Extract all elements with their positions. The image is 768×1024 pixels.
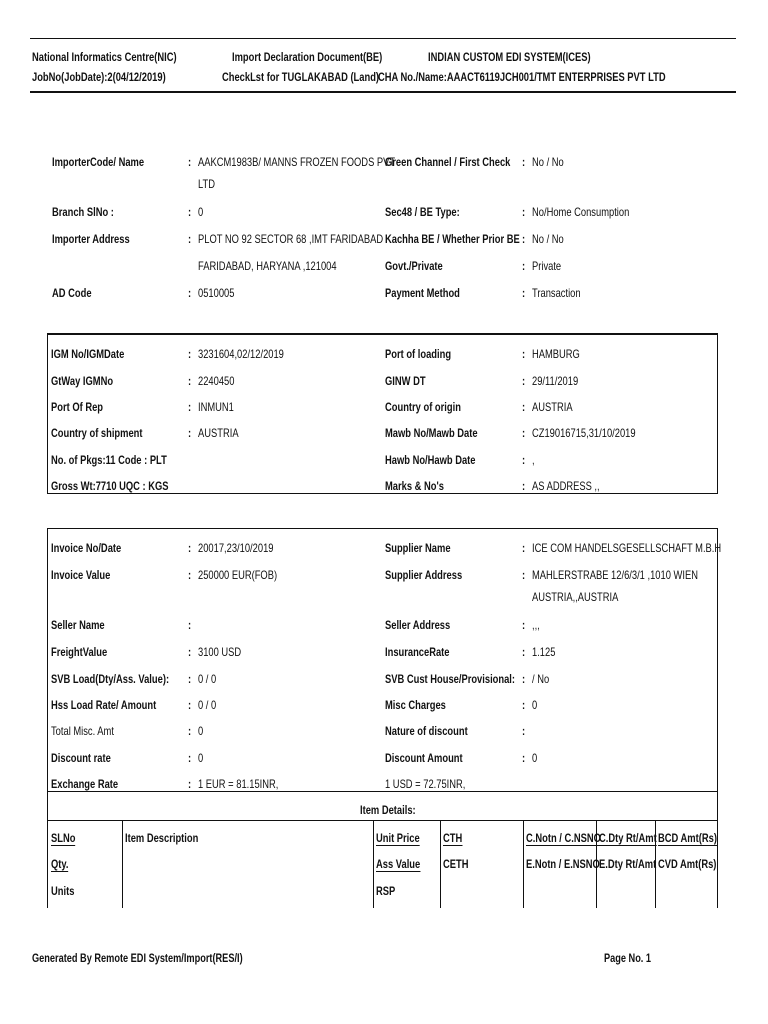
col-cth: CTH <box>443 831 463 845</box>
igm-box <box>47 333 718 494</box>
mawb-value: CZ19016715,31/10/2019 <box>532 426 636 440</box>
colon: : <box>188 568 192 582</box>
header-bottom-rule <box>30 91 736 93</box>
svb-load-label: SVB Load(Dty/Ass. Value): <box>51 672 170 686</box>
colon: : <box>522 568 526 582</box>
colon: : <box>522 347 526 361</box>
green-channel-label: Green Channel / First Check <box>385 155 511 169</box>
govt-value: Private <box>532 259 562 273</box>
discount-amount-label: Discount Amount <box>385 751 463 765</box>
supplier-address-label: Supplier Address <box>385 568 463 582</box>
col-unit-price: Unit Price <box>376 831 420 845</box>
misc-charges-label: Misc Charges <box>385 698 446 712</box>
discount-rate-label: Discount rate <box>51 751 111 765</box>
hss-value: 0 / 0 <box>198 698 217 712</box>
footer-page-number: Page No. 1 <box>604 953 652 965</box>
colon: : <box>188 751 192 765</box>
items-header-rule <box>47 820 718 821</box>
payment-value: Transaction <box>532 286 581 300</box>
exchange-rate-value: 1 EUR = 81.15INR, <box>198 777 279 791</box>
colon: : <box>188 645 192 659</box>
colon: : <box>188 777 192 791</box>
port-rep-value: INMUN1 <box>198 400 234 414</box>
header-ices: INDIAN CUSTOM EDI SYSTEM(ICES) <box>428 50 591 64</box>
header-doc-title: Import Declaration Document(BE) <box>232 50 383 64</box>
col-ceth: CETH <box>443 857 469 871</box>
pkgs-label: No. of Pkgs:11 Code : PLT <box>51 453 167 467</box>
kachha-label: Kachha BE / Whether Prior BE <box>385 232 520 246</box>
kachha-value: No / No <box>532 232 564 246</box>
invoice-box <box>47 528 718 908</box>
colon: : <box>522 724 526 738</box>
col-divider <box>373 820 374 908</box>
ad-code-value: 0510005 <box>198 286 235 300</box>
colon: : <box>188 541 192 555</box>
port-rep-label: Port Of Rep <box>51 400 104 414</box>
gross-label: Gross Wt:7710 UQC : KGS <box>51 479 169 493</box>
invoice-value: 250000 EUR(FOB) <box>198 568 278 582</box>
branch-value: 0 <box>198 205 204 219</box>
invoice-no-value: 20017,23/10/2019 <box>198 541 274 555</box>
importer-code-label: ImporterCode/ Name <box>52 155 145 169</box>
sec48-value: No/Home Consumption <box>532 205 630 219</box>
gtway-value: 2240450 <box>198 374 235 388</box>
colon: : <box>188 286 192 300</box>
header-cha: CHA No./Name:AAACT6119JCH001/TMT ENTERPRISES PVT LTD <box>378 70 666 84</box>
invoice-value-label: Invoice Value <box>51 568 111 582</box>
freight-value: 3100 USD <box>198 645 242 659</box>
mawb-label: Mawb No/Mawb Date <box>385 426 478 440</box>
marks-label: Marks & No's <box>385 479 444 493</box>
importer-address-value-2: FARIDABAD, HARYANA ,121004 <box>198 259 337 273</box>
footer-generated: Generated By Remote EDI System/Import(RES/I) <box>32 953 243 965</box>
colon: : <box>188 672 192 686</box>
colon: : <box>522 232 526 246</box>
header-top-rule <box>30 38 736 39</box>
colon: : <box>522 672 526 686</box>
col-rsp: RSP <box>376 884 396 898</box>
ginw-value: 29/11/2019 <box>532 374 579 388</box>
col-item-description: Item Description <box>125 831 199 845</box>
items-top-rule <box>47 791 718 792</box>
gtway-label: GtWay IGMNo <box>51 374 114 388</box>
colon: : <box>522 286 526 300</box>
supplier-name-value: ICE COM HANDELSGESELLSCHAFT M.B.H <box>532 541 722 555</box>
importer-address-label: Importer Address <box>52 232 130 246</box>
misc-charges-value: 0 <box>532 698 538 712</box>
hawb-value: , <box>532 453 535 467</box>
seller-name-label: Seller Name <box>51 618 105 632</box>
country-shipment-value: AUSTRIA <box>198 426 239 440</box>
col-divider <box>122 820 123 908</box>
col-divider <box>440 820 441 908</box>
invoice-no-label: Invoice No/Date <box>51 541 122 555</box>
colon: : <box>522 645 526 659</box>
hss-label: Hss Load Rate/ Amount <box>51 698 157 712</box>
insurance-label: InsuranceRate <box>385 645 450 659</box>
usd-rate-value: 1 USD = 72.75INR, <box>385 777 466 791</box>
total-misc-label: Total Misc. Amt <box>51 724 114 738</box>
col-slno: SLNo <box>51 831 76 845</box>
nature-discount-label: Nature of discount <box>385 724 468 738</box>
colon: : <box>522 259 526 273</box>
colon: : <box>522 618 526 632</box>
svb-cust-value: / No <box>532 672 550 686</box>
port-loading-value: HAMBURG <box>532 347 580 361</box>
colon: : <box>522 751 526 765</box>
colon: : <box>188 724 192 738</box>
marks-value: AS ADDRESS ,, <box>532 479 600 493</box>
colon: : <box>188 347 192 361</box>
origin-label: Country of origin <box>385 400 461 414</box>
importer-code-value-1: AAKCM1983B/ MANNS FROZEN FOODS PVT <box>198 155 396 169</box>
colon: : <box>522 155 526 169</box>
port-loading-label: Port of loading <box>385 347 452 361</box>
seller-address-value: ,,, <box>532 618 540 632</box>
colon: : <box>188 698 192 712</box>
col-qty: Qty. <box>51 857 69 871</box>
svb-load-value: 0 / 0 <box>198 672 217 686</box>
svb-cust-label: SVB Cust House/Provisional: <box>385 672 516 686</box>
supplier-address-value-2: AUSTRIA,,AUSTRIA <box>532 590 619 604</box>
colon: : <box>522 205 526 219</box>
col-edty: E.Dty Rt/Amt <box>599 857 657 871</box>
insurance-value: 1.125 <box>532 645 556 659</box>
colon: : <box>188 426 192 440</box>
colon: : <box>188 400 192 414</box>
colon: : <box>188 205 192 219</box>
item-details-title: Item Details: <box>360 803 416 817</box>
sec48-label: Sec48 / BE Type: <box>385 205 460 219</box>
govt-label: Govt./Private <box>385 259 443 273</box>
col-divider <box>523 820 524 908</box>
branch-label: Branch SlNo : <box>52 205 114 219</box>
col-cvd: CVD Amt(Rs) <box>658 857 717 871</box>
exchange-rate-label: Exchange Rate <box>51 777 119 791</box>
country-shipment-label: Country of shipment <box>51 426 143 440</box>
colon: : <box>522 698 526 712</box>
igm-value: 3231604,02/12/2019 <box>198 347 284 361</box>
col-bcd: BCD Amt(Rs) <box>658 831 717 845</box>
igm-label: IGM No/IGMDate <box>51 347 125 361</box>
header-nic: National Informatics Centre(NIC) <box>32 50 177 64</box>
ad-code-label: AD Code <box>52 286 92 300</box>
colon: : <box>522 426 526 440</box>
col-ass-value: Ass Value <box>376 857 421 871</box>
hawb-label: Hawb No/Hawb Date <box>385 453 476 467</box>
supplier-address-value-1: MAHLERSTRABE 12/6/3/1 ,1010 WIEN <box>532 568 698 582</box>
ginw-label: GINW DT <box>385 374 426 388</box>
col-cdty: C.Dty Rt/Amt <box>599 831 657 845</box>
origin-value: AUSTRIA <box>532 400 573 414</box>
supplier-name-label: Supplier Name <box>385 541 451 555</box>
freight-label: FreightValue <box>51 645 108 659</box>
colon: : <box>188 232 192 246</box>
col-enotn: E.Notn / E.NSNO <box>526 857 600 871</box>
header-jobno: JobNo(JobDate):2(04/12/2019) <box>32 70 166 84</box>
col-units: Units <box>51 884 75 898</box>
colon: : <box>522 479 526 493</box>
importer-address-value-1: PLOT NO 92 SECTOR 68 ,IMT FARIDABAD <box>198 232 384 246</box>
payment-label: Payment Method <box>385 286 460 300</box>
header-checklist: CheckLst for TUGLAKABAD (Land) <box>222 70 380 84</box>
colon: : <box>188 155 192 169</box>
discount-amount-value: 0 <box>532 751 538 765</box>
importer-code-value-2: LTD <box>198 177 215 191</box>
green-channel-value: No / No <box>532 155 564 169</box>
total-misc-value: 0 <box>198 724 204 738</box>
col-cnotn: C.Notn / C.NSNO <box>526 831 601 845</box>
colon: : <box>188 374 192 388</box>
colon: : <box>188 618 192 632</box>
colon: : <box>522 453 526 467</box>
colon: : <box>522 541 526 555</box>
colon: : <box>522 400 526 414</box>
colon: : <box>522 374 526 388</box>
discount-rate-value: 0 <box>198 751 204 765</box>
seller-address-label: Seller Address <box>385 618 451 632</box>
